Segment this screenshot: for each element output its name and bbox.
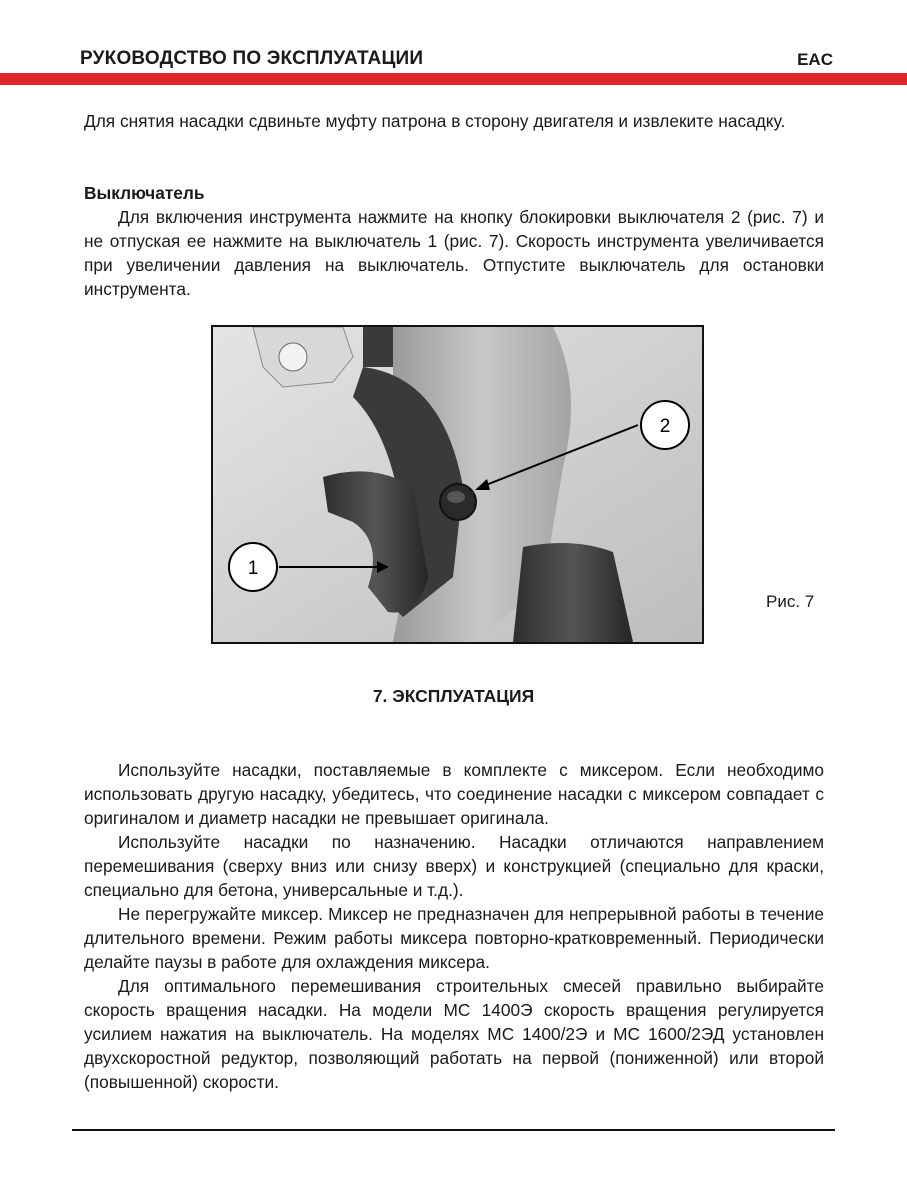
- figure-caption: Рис. 7: [766, 592, 815, 611]
- section-title: 7. ЭКСПЛУАТАЦИЯ: [372, 686, 535, 706]
- callout-2-label: 2: [659, 416, 671, 437]
- operation-paragraph: Не перегружайте миксер. Миксер не предназначен для непрерывной работы в течение длительного времени. Режим работы миксера повторно-кратковременный. Периодически делайте паузы в работе для охлаждения миксера.: [84, 904, 824, 972]
- operation-text: [84, 758, 824, 1094]
- intro-text: [84, 109, 824, 133]
- footer-rule: [72, 1129, 835, 1131]
- header-red-bar: [0, 73, 907, 85]
- operation-paragraph: Для оптимального перемешивания строительных смесей правильно выбирайте скорость вращения насадки. На модели МС 1400Э скорость вращения регулируется усилием нажатия на выключатель. На моделях МС 1400/2Э и МС 1600/2ЭД установлен двухскоростной редуктор, позволяющий работать на первой (пониженной) или второй (повышенной) скорости.: [84, 976, 824, 1092]
- callout-1-label: 1: [247, 558, 259, 579]
- operation-paragraph: Используйте насадки, поставляемые в комплекте с миксером. Если необходимо использовать другую насадку, убедитесь, что соединение насадки с миксером совпадает с оригиналом и диаметр насадки не превышает оригинала.: [84, 760, 824, 828]
- switch-paragraph: Для включения инструмента нажмите на кнопку блокировки выключателя 2 (рис. 7) и не отпуская ее нажмите на выключатель 1 (рис. 7). Скорость инструмента увеличивается при увеличении давления на выключатель. Отпустите выключатель для остановки инструмента.: [84, 207, 824, 299]
- lock-button-highlight: [447, 491, 465, 503]
- header-title: РУКОВОДСТВО ПО ЭКСПЛУАТАЦИИ: [80, 48, 424, 69]
- operation-paragraph: Используйте насадки по назначению. Насадки отличаются направлением перемешивания (сверху вниз или снизу вверх) и конструкцией (специально для краски, специально для бетона, универсальные и т.д.).: [84, 832, 824, 900]
- switch-section: [84, 181, 824, 301]
- eac-mark: EAC: [797, 50, 833, 69]
- switch-heading: Выключатель: [84, 183, 205, 203]
- mixer-handle-illustration: [213, 327, 702, 642]
- figure-7-photo: [211, 325, 704, 644]
- intro-paragraph: Для снятия насадки сдвиньте муфту патрона в сторону двигателя и извлеките насадку.: [84, 111, 786, 131]
- chuck-nut: [279, 343, 307, 371]
